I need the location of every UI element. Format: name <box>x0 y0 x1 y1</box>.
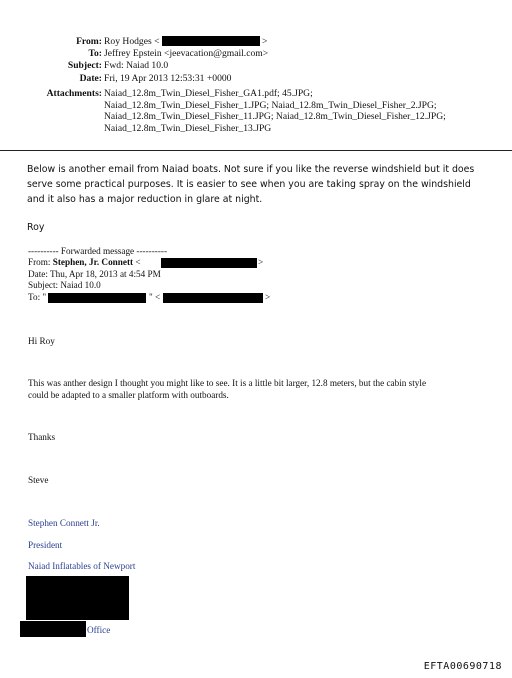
forward-to-mid: " < <box>149 291 161 302</box>
forward-subject-line: Subject: Naiad 10.0 <box>28 280 101 290</box>
document-id: EFTA00690718 <box>423 661 502 672</box>
signature-company[interactable]: Naiad Inflatables of Newport <box>28 561 136 571</box>
redaction-box <box>26 576 129 620</box>
from-label: From: <box>76 36 102 47</box>
signature-name: Stephen Connett Jr. <box>28 518 100 528</box>
attachment-line[interactable]: Naiad_12.8m_Twin_Diesel_Fisher_GA1.pdf; 45.JPG; <box>104 88 313 99</box>
subject-label: Subject: <box>67 60 102 71</box>
greeting: Hi Roy <box>28 336 55 346</box>
forward-separator: ---------- Forwarded message ---------- <box>28 246 168 256</box>
subject-value: Fwd: Naiad 10.0 <box>104 60 169 71</box>
to-label: To: <box>88 48 102 59</box>
forward-from-name: Stephen, Jr. Connett <box>52 257 134 267</box>
redaction-box <box>162 36 260 46</box>
attachment-line[interactable]: Naiad_12.8m_Twin_Diesel_Fisher_1.JPG; Naiad_12.8m_Twin_Diesel_Fisher_2.JPG; <box>104 99 437 111</box>
forward-from-line: From: Stephen, Jr. Connett < <box>28 257 141 267</box>
message-line: serve some practical purposes. It is easier to see when you are taking spray on the windshield <box>27 179 471 190</box>
date-label: Date: <box>79 73 102 84</box>
redaction-box <box>20 621 86 637</box>
signature-office: Office <box>87 625 111 635</box>
message-line: and it also has a major reduction in glare at night. <box>27 194 263 205</box>
to-value: Jeffrey Epstein <jeevacation@gmail.com> <box>104 48 269 59</box>
attachments-label: Attachments: <box>46 88 102 99</box>
thanks: Thanks <box>28 432 56 442</box>
sender-name: Steve <box>28 475 49 485</box>
redaction-box <box>161 258 257 268</box>
forward-to-close: > <box>265 291 271 302</box>
message-line: Below is another email from Naiad boats. Not sure if you like the reverse windshield but it does <box>27 164 475 175</box>
date-value: Fri, 19 Apr 2013 12:53:31 +0000 <box>104 73 232 84</box>
body-line: This was anther design I thought you might like to see. It is a little bit larger, 12.8 meters, but the cabin style <box>28 378 427 388</box>
forward-date-line: Date: Thu, Apr 18, 2013 at 4:54 PM <box>28 268 161 279</box>
body-line: could be adapted to a smaller platform with outboards. <box>28 389 229 400</box>
forward-from-close: > <box>258 257 264 267</box>
signature-title: President <box>28 540 63 550</box>
message-signature: Roy <box>27 222 45 233</box>
attachment-line[interactable]: Naiad_12.8m_Twin_Diesel_Fisher_11.JPG; Naiad_12.8m_Twin_Diesel_Fisher_12.JPG; <box>104 111 446 122</box>
attachment-line[interactable]: Naiad_12.8m_Twin_Diesel_Fisher_13.JPG <box>104 122 272 134</box>
redaction-box <box>163 293 263 303</box>
from-tail: > <box>262 36 268 47</box>
redaction-box <box>48 293 146 303</box>
header-divider <box>0 150 512 151</box>
forward-to-label: To: " <box>28 291 47 302</box>
from-value: Roy Hodges < <box>104 36 160 47</box>
